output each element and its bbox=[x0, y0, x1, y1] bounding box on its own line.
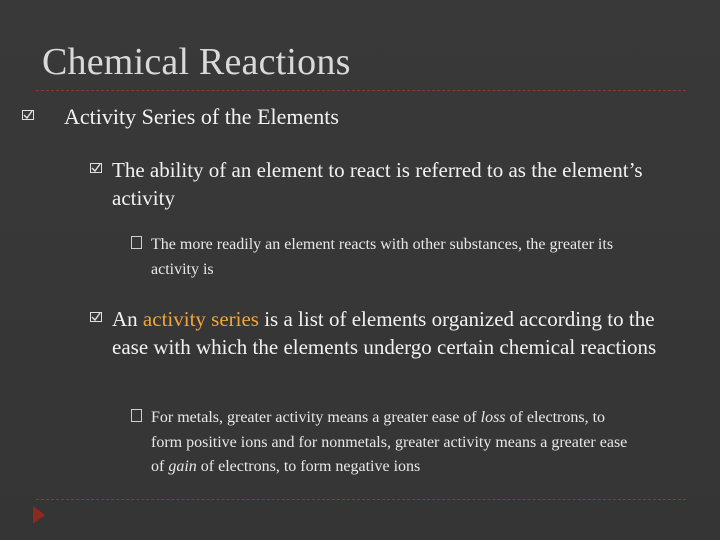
definition-suffix: is a list of elements organized according to the ease with which the elements undergo certain chemical reactions bbox=[112, 307, 657, 359]
checkbox-bullet-icon bbox=[90, 312, 102, 322]
title-divider bbox=[36, 90, 686, 91]
gain-term: gain bbox=[168, 458, 197, 475]
checkbox-bullet-icon bbox=[22, 110, 34, 120]
square-bullet-icon bbox=[131, 409, 142, 422]
sub-bullet-metals-nonmetals bbox=[131, 406, 631, 480]
slide-title: Chemical Reactions bbox=[42, 41, 351, 83]
sub-bullet-readily-reacts-text: The more readily an element reacts with other substances, the greater its activity is bbox=[151, 236, 614, 278]
square-bullet-icon bbox=[131, 236, 142, 249]
definition-prefix: An bbox=[112, 307, 143, 331]
activity-series-term: activity series bbox=[142, 307, 259, 331]
sub-bullet-readily-reacts bbox=[131, 233, 631, 282]
sub-bullet-metals-nonmetals-text bbox=[151, 406, 631, 480]
metals-part1: For metals, greater activity means a greater ease of bbox=[151, 409, 481, 426]
bullet-activity-series-definition-text bbox=[112, 305, 680, 361]
next-arrow-icon[interactable] bbox=[32, 505, 46, 525]
bullet-activity-series bbox=[22, 101, 692, 133]
bullet-element-activity bbox=[90, 156, 680, 212]
bullet-activity-series-text: Activity Series of the Elements bbox=[64, 104, 339, 129]
metals-part3: of electrons, to form negative ions bbox=[196, 458, 421, 475]
bullet-activity-series-definition bbox=[90, 305, 680, 361]
footer-divider bbox=[36, 499, 686, 500]
checkbox-bullet-icon bbox=[90, 163, 102, 173]
loss-term: loss bbox=[480, 409, 506, 426]
metals-part2: of electrons, to form positive ions and for nonmetals, greater activity means a greater ease of bbox=[151, 409, 628, 475]
bullet-element-activity-text: The ability of an element to react is referred to as the element’s activity bbox=[112, 158, 643, 210]
